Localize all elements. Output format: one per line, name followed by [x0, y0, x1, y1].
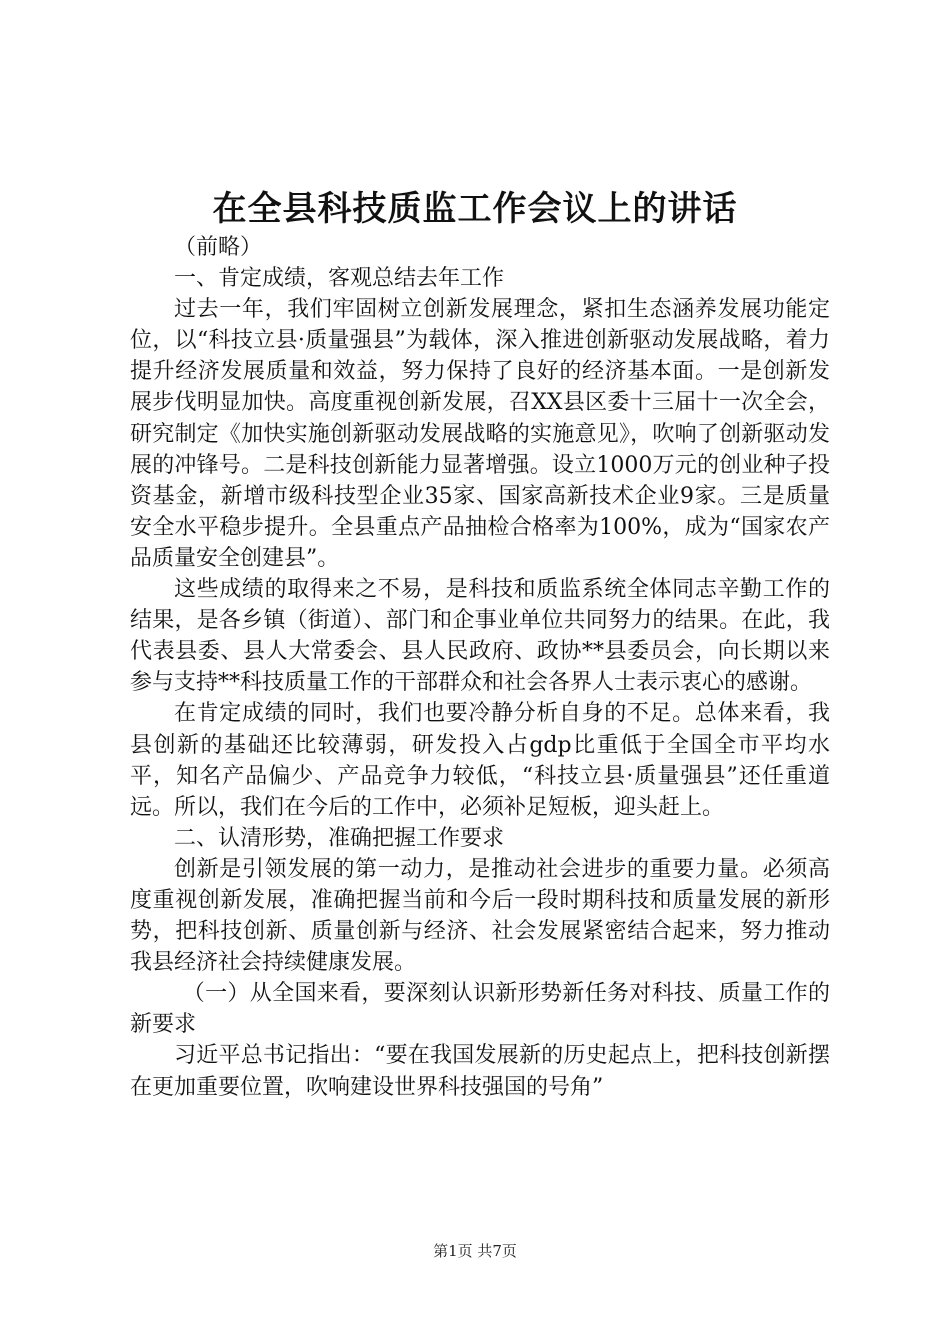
section-heading-1: 一、肯定成绩，客观总结去年工作 — [174, 266, 505, 292]
subsection-heading-1: （一）从全国来看，要深刻认识新形势新任务对科技、质量工作的新要求 — [130, 981, 830, 1038]
paragraph: 这些成绩的取得来之不易，是科技和质监系统全体同志辛勤工作的结果，是各乡镇（街道）、部门和企事业单位共同努力的结果。在此，我代表县委、县人大常委会、县人民政府、政协**县委员会，向长期以来参与支持**科技质量工作的干部群众和社会各界人士表示衷心的感谢。 — [130, 577, 830, 696]
paragraph: 创新是引领发展的第一动力，是推动社会进步的重要力量。必须高度重视创新发展，准确把握当前和今后一段时期科技和质量发展的新形势，把科技创新、质量创新与经济、社会发展紧密结合起来，努力推动我县经济社会持续健康发展。 — [130, 856, 830, 976]
paragraph: 在肯定成绩的同时，我们也要冷静分析自身的不足。总体来看，我县创新的基础还比较薄弱，研发投入占gdp比重低于全国全市平均水平，知名产品偏少、产品竞争力较低，“科技立县·质量强县”还任重道远。所以，我们在今后的工作中，必须补足短板，迎头赶上。 — [130, 701, 830, 820]
paragraph: 过去一年，我们牢固树立创新发展理念，紧扣生态涵养发展功能定位，以“科技立县·质量强县”为载体，深入推进创新驱动发展战略，着力提升经济发展质量和效益，努力保持了良好的经济基本面。一是创新发展步伐明显加快。高度重视创新发展，召XX县区委十三届十一次全会，研究制定《加快实施创新驱动发展战略的实施意见》，吹响了创新驱动发展的冲锋号。二是科技创新能力显著增强。设立1000万元的创业种子投资基金，新增市级科技型企业35家、国家高新技术企业9家。三是质量安全水平稳步提升。全县重点产品抽检合格率为100%，成为“国家农产品质量安全创建县”。 — [130, 297, 830, 571]
paragraph-preface: （前略） — [174, 235, 263, 260]
section-heading-2: 二、认清形势，准确把握工作要求 — [174, 825, 505, 851]
page-footer: 第1页 共7页 — [433, 1242, 517, 1260]
document-body — [130, 232, 830, 1103]
paragraph: 习近平总书记指出：“要在我国发展新的历史起点上，把科技创新摆在更加重要位置，吹响建设世界科技强国的号角” — [130, 1043, 830, 1100]
document-title: 在全县科技质监工作会议上的讲话 — [212, 189, 738, 229]
